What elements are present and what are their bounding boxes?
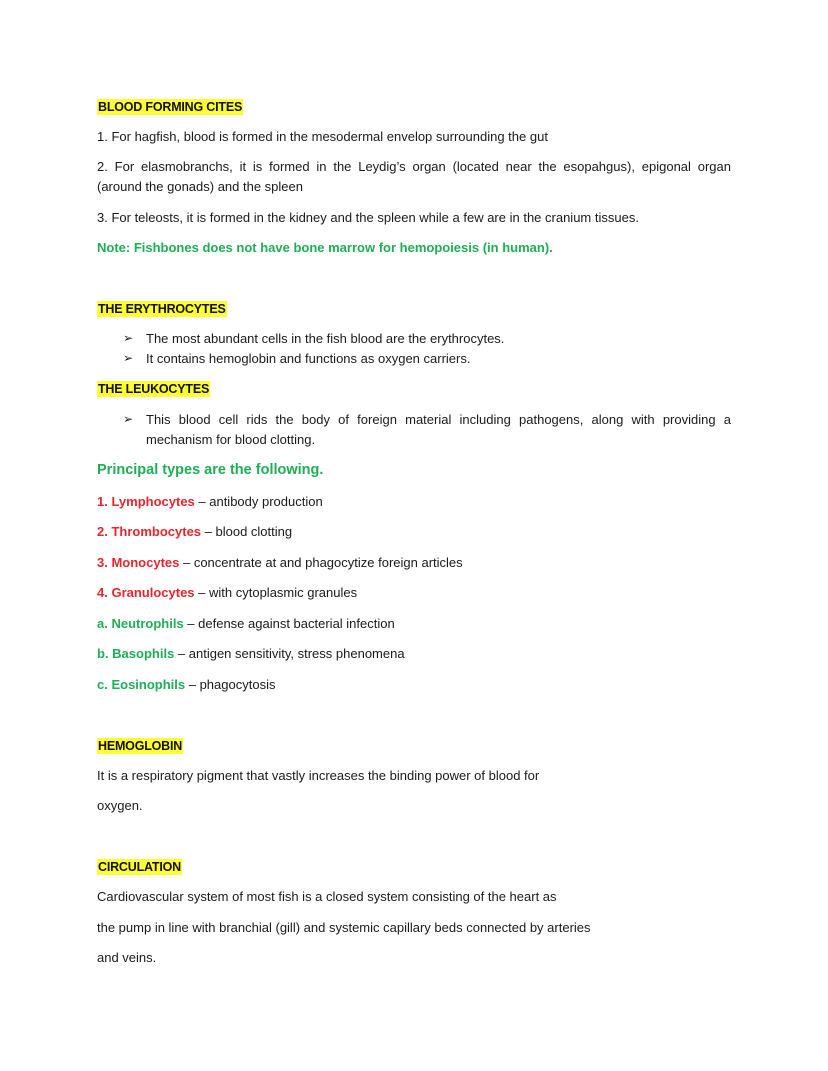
blood-forming-item-2: 2. For elasmobranchs, it is formed in the Leydig’s organ (located near the esopahgus), epigonal organ (around the gonads) and the spleen — [97, 159, 731, 194]
leukocytes-bullet-1: This blood cell rids the body of foreign material including pathogens, along with providing a mechanism for blood clotting. — [146, 412, 731, 447]
section-heading-leukocytes: THE LEUKOCYTES — [98, 382, 210, 396]
blood-forming-item-3: 3. For teleosts, it is formed in the kidney and the spleen while a few are in the cranium tissues. — [97, 210, 639, 225]
section-heading-blood-forming: BLOOD FORMING CITES — [98, 100, 243, 114]
granulocyte-subtype-basophils: b. Basophils – antigen sensitivity, stress phenomena — [97, 646, 405, 661]
erythrocytes-bullet-2: It contains hemoglobin and functions as oxygen carriers. — [146, 351, 471, 366]
section-heading-hemoglobin: HEMOGLOBIN — [98, 739, 183, 753]
circulation-text-line-3: and veins. — [97, 950, 157, 965]
principal-types-heading: Principal types are the following. — [97, 462, 324, 478]
hemoglobin-text-line-2: oxygen. — [97, 798, 143, 813]
section-heading-erythrocytes: THE ERYTHROCYTES — [98, 302, 226, 316]
arrow-bullet-icon: ➢ — [123, 412, 134, 426]
leukocyte-type-granulocytes: 4. Granulocytes – with cytoplasmic granules — [97, 585, 358, 600]
hemoglobin-text-line-1: It is a respiratory pigment that vastly increases the binding power of blood for — [97, 768, 540, 783]
arrow-bullet-icon: ➢ — [123, 331, 134, 345]
blood-forming-item-1: 1. For hagfish, blood is formed in the mesodermal envelop surrounding the gut — [97, 129, 548, 144]
erythrocytes-bullet-1: The most abundant cells in the fish blood are the erythrocytes. — [146, 331, 505, 346]
circulation-text-line-1: Cardiovascular system of most fish is a closed system consisting of the heart as — [97, 889, 557, 904]
leukocyte-type-lymphocytes: 1. Lymphocytes – antibody production — [97, 494, 323, 509]
leukocyte-type-thrombocytes: 2. Thrombocytes – blood clotting — [97, 524, 293, 539]
leukocyte-type-monocytes: 3. Monocytes – concentrate at and phagocytize foreign articles — [97, 555, 463, 570]
granulocyte-subtype-eosinophils: c. Eosinophils – phagocytosis — [97, 677, 276, 692]
arrow-bullet-icon: ➢ — [123, 351, 134, 365]
section-heading-circulation: CIRCULATION — [98, 860, 181, 874]
granulocyte-subtype-neutrophils: a. Neutrophils – defense against bacterial infection — [97, 616, 395, 631]
blood-forming-note: Note: Fishbones does not have bone marrow for hemopoiesis (in human). — [97, 240, 553, 255]
circulation-text-line-2: the pump in line with branchial (gill) and systemic capillary beds connected by arteries — [97, 920, 591, 935]
